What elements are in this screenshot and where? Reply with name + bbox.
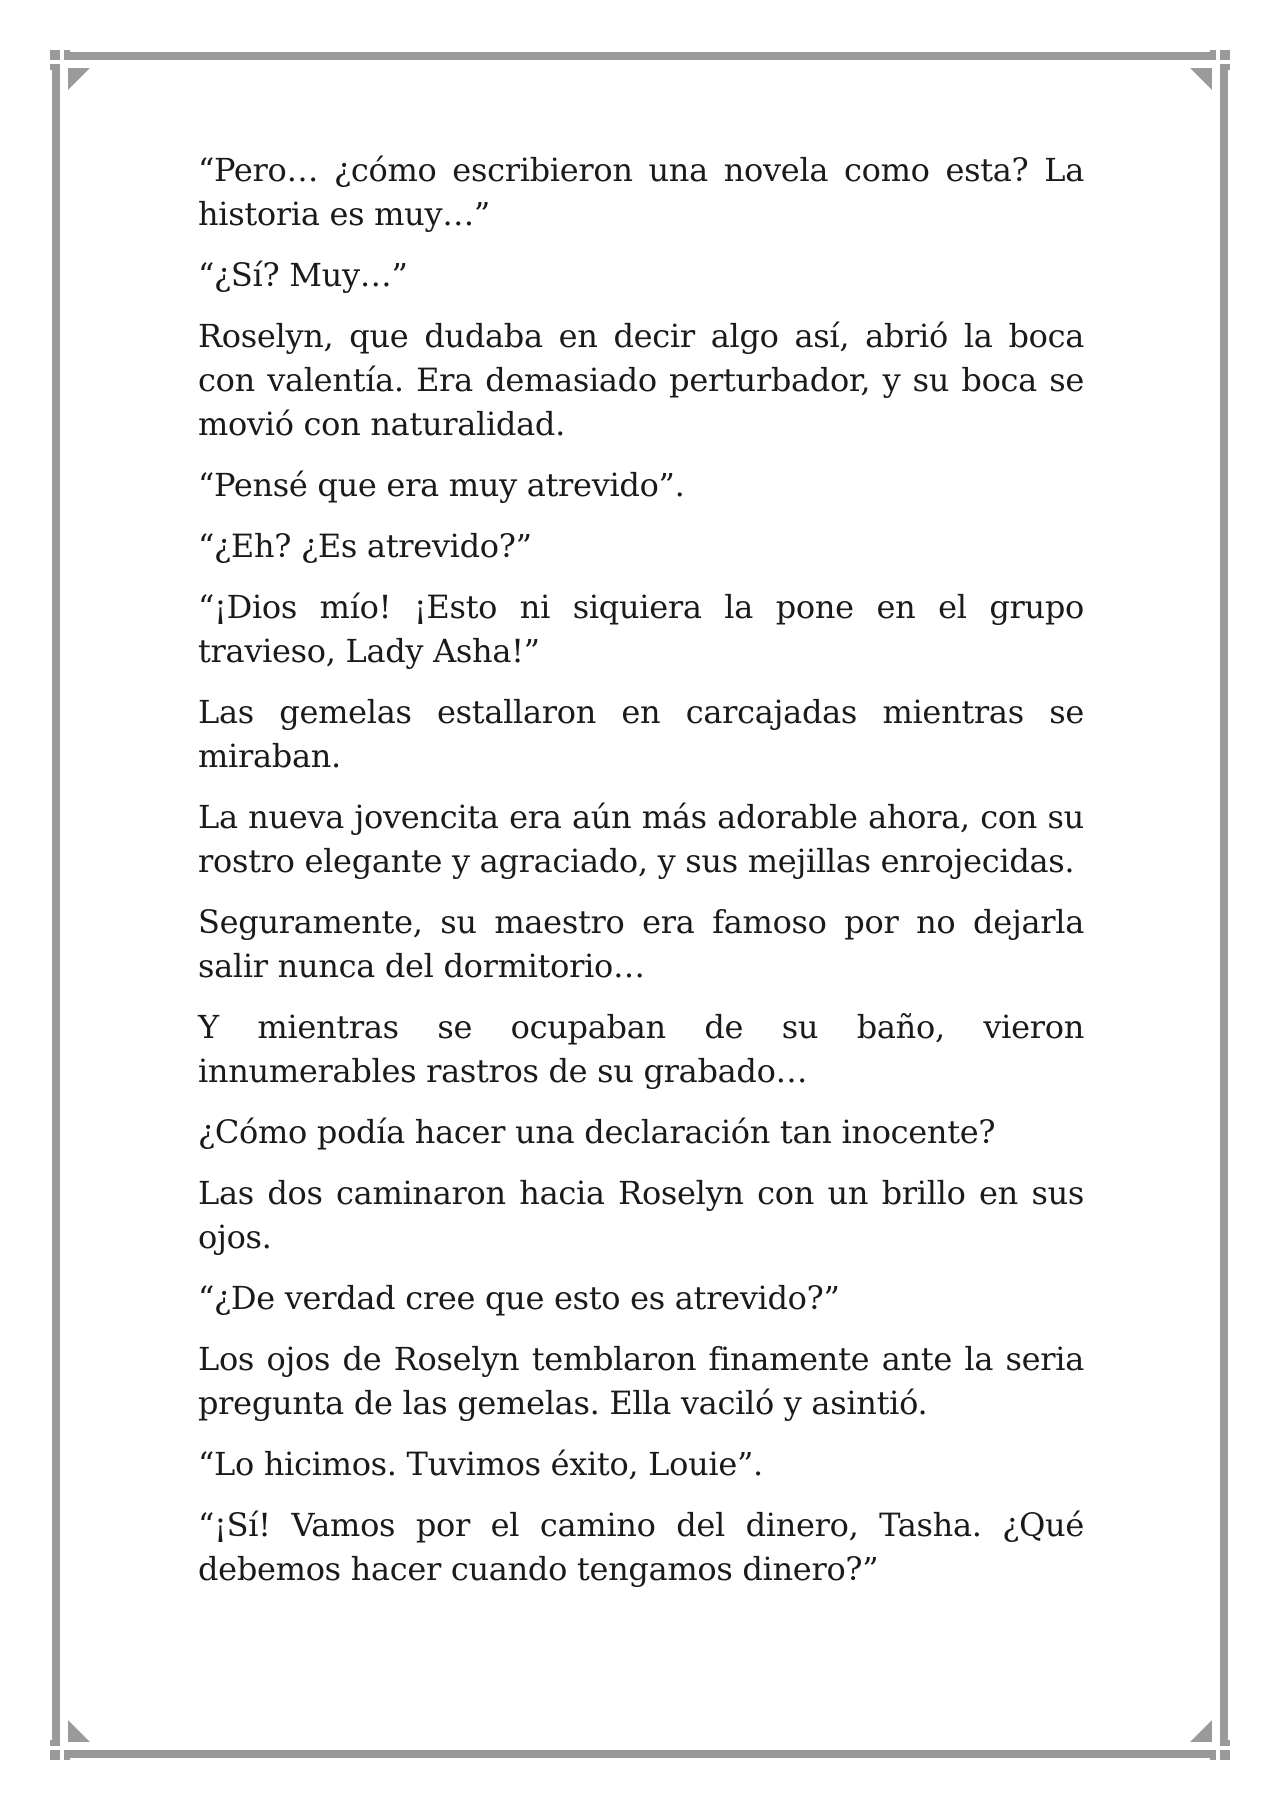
paragraph: “Pero… ¿cómo escribieron una novela como esta? La historia es muy…”	[198, 151, 1084, 233]
paragraph: “Pensé que era muy atrevido”.	[198, 466, 685, 504]
paragraph: Seguramente, su maestro era famoso por no dejarla salir nunca del dormitorio…	[198, 903, 1084, 985]
paragraph: La nueva jovencita era aún más adorable ahora, con su rostro elegante y agraciado, y sus mejillas enrojecidas.	[198, 798, 1084, 880]
paragraph: Las gemelas estallaron en carcajadas mientras se miraban.	[198, 693, 1084, 775]
paragraph: ¿Cómo podía hacer una declaración tan inocente?	[198, 1113, 996, 1151]
paragraph: Las dos caminaron hacia Roselyn con un brillo en sus ojos.	[198, 1174, 1084, 1256]
paragraph: Los ojos de Roselyn temblaron finamente ante la seria pregunta de las gemelas. Ella vaciló y asintió.	[198, 1340, 1084, 1422]
paragraph: “Lo hicimos. Tuvimos éxito, Louie”.	[198, 1445, 763, 1483]
paragraph: Roselyn, que dudaba en decir algo así, abrió la boca con valentía. Era demasiado perturbador, y su boca se movió con naturalidad.	[198, 317, 1084, 443]
page-text	[198, 148, 1084, 1608]
paragraph: “¿Sí? Muy…”	[198, 256, 408, 294]
paragraph: Y mientras se ocupaban de su baño, vieron innumerables rastros de su grabado…	[198, 1008, 1084, 1090]
paragraph: “¿Eh? ¿Es atrevido?”	[198, 527, 532, 565]
paragraph: “¡Dios mío! ¡Esto ni siquiera la pone en el grupo travieso, Lady Asha!”	[198, 588, 1084, 670]
paragraph: “¿De verdad cree que esto es atrevido?”	[198, 1279, 840, 1317]
paragraph: “¡Sí! Vamos por el camino del dinero, Tasha. ¿Qué debemos hacer cuando tengamos dinero?”	[198, 1506, 1084, 1588]
